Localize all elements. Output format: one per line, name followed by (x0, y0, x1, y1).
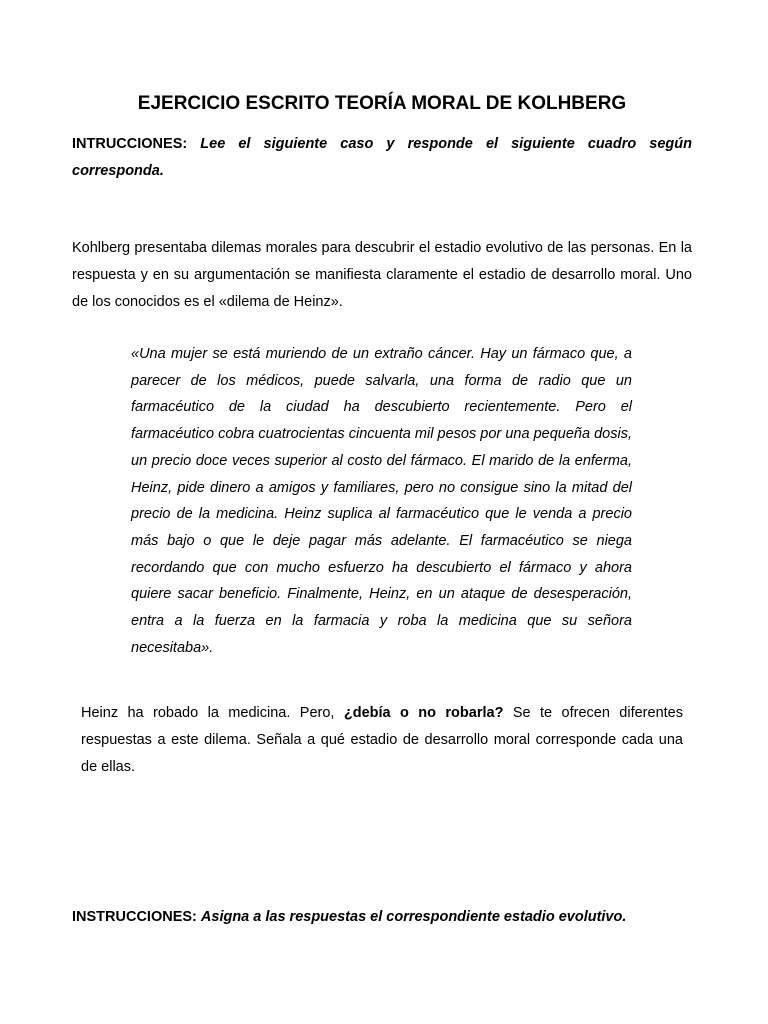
question-paragraph (81, 700, 683, 781)
instructions-text-1: Lee el siguiente caso y responde el siguiente cuadro según corresponda. (72, 136, 692, 179)
instructions-block-2 (72, 905, 712, 929)
heinz-dilemma-quote: «Una mujer se está muriendo de un extraño cáncer. Hay un fármaco que, a parecer de los médicos, puede salvarla, una forma de radio que un farmacéutico de la ciudad ha descubierto recientemente. Pero el farmacéutico cobra cuatrocientas cincuenta mil pesos por una pequeña dosis, un precio doce veces superior al costo del fármaco. El marido de la enferma, Heinz, pide dinero a amigos y familiares, pero no consigue sino la mitad del precio de la medicina. Heinz suplica al farmacéutico que le venda a precio más bajo o que le deje pagar más adelante. El farmacéutico se niega recordando que con mucho esfuerzo ha descubierto el fármaco y ahora quiere sacar beneficio. Finalmente, Heinz, en un ataque de desesperación, entra a la fuerza en la farmacia y roba la medicina que su señora necesitaba». (131, 346, 632, 656)
intro-paragraph: Kohlberg presentaba dilemas morales para descubrir el estadio evolutivo de las personas. En la respuesta y en su argumentación se manifiesta claramente el estadio de desarrollo moral. Uno de los conocidos es el «dilema de Heinz». (72, 240, 692, 310)
instructions-text-2: Asigna a las respuestas el correspondiente estadio evolutivo. (200, 909, 627, 925)
question-text-after: Se te ofrecen diferentes respuestas a este dilema. Señala a qué estadio de desarrollo moral corresponde cada una de ellas. (81, 705, 683, 775)
instructions-label-2: INSTRUCCIONES: (72, 909, 197, 925)
question-emphasis: ¿debía o no robarla? (343, 705, 504, 721)
question-text-before: Heinz ha robado la medicina. Pero, (81, 705, 344, 721)
instructions-block-1 (72, 131, 692, 185)
instructions-label-1: INTRUCCIONES: (72, 136, 188, 152)
page-title: EJERCICIO ESCRITO TEORÍA MORAL DE KOLHBERG (137, 93, 627, 114)
